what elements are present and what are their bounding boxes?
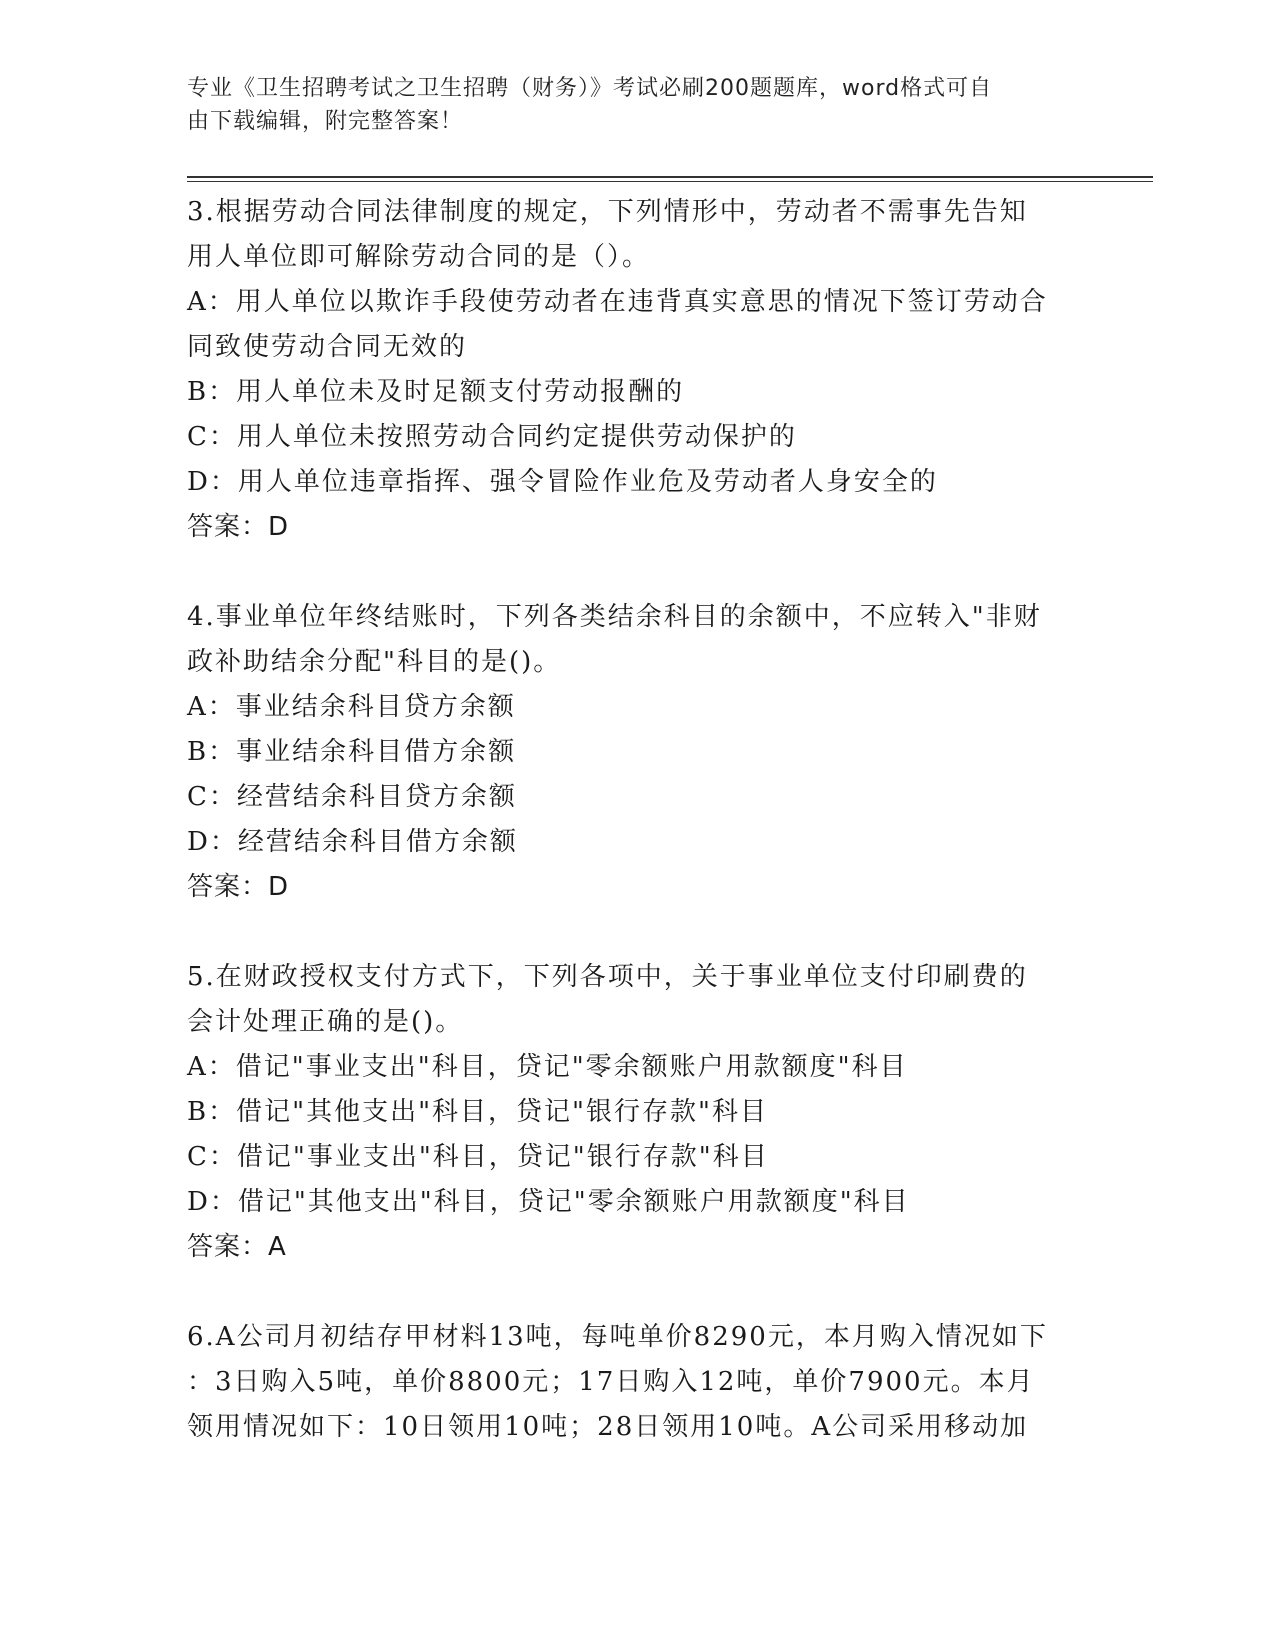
stem-line: 领用情况如下：10日领用10吨；28日领用10吨。A公司采用移动加 xyxy=(187,1412,1029,1442)
option-a: A：事业结余科目贷方余额 xyxy=(187,692,516,722)
stem-line: 4.事业单位年终结账时，下列各类结余科目的余额中，不应转入"非财 xyxy=(187,602,1042,632)
document-header xyxy=(187,72,1067,138)
question-stem xyxy=(187,955,1087,1045)
question-options xyxy=(187,280,1087,505)
header-divider-thin xyxy=(187,181,1153,182)
stem-line: 用人单位即可解除劳动合同的是（）。 xyxy=(187,242,651,272)
option-c: C：经营结余科目贷方余额 xyxy=(187,782,517,812)
option-b: B：用人单位未及时足额支付劳动报酬的 xyxy=(187,377,685,407)
answer-label: 答案：D xyxy=(187,512,290,542)
question-5 xyxy=(187,955,1087,1270)
question-stem xyxy=(187,595,1087,685)
option-d: D：经营结余科目借方余额 xyxy=(187,827,518,857)
option-a: A：用人单位以欺诈手段使劳动者在违背真实意思的情况下签订劳动合 xyxy=(187,287,1048,317)
question-list xyxy=(187,190,1087,1495)
stem-line: 5.在财政授权支付方式下，下列各项中，关于事业单位支付印刷费的 xyxy=(187,962,1028,992)
question-stem xyxy=(187,190,1087,280)
answer-label: 答案：D xyxy=(187,872,290,902)
question-4 xyxy=(187,595,1087,910)
option-b: B：事业结余科目借方余额 xyxy=(187,737,517,767)
header-line: 专业《卫生招聘考试之卫生招聘（财务）》考试必刷200题题库，word格式可自 xyxy=(187,76,993,101)
question-3 xyxy=(187,190,1087,550)
question-options xyxy=(187,1045,1087,1225)
stem-line: 会计处理正确的是()。 xyxy=(187,1007,464,1037)
question-6 xyxy=(187,1315,1087,1450)
question-stem xyxy=(187,1315,1087,1450)
option-d: D：用人单位违章指挥、强令冒险作业危及劳动者人身安全的 xyxy=(187,467,938,497)
option-a: A：借记"事业支出"科目，贷记"零余额账户用款额度"科目 xyxy=(187,1052,908,1082)
stem-line: 政补助结余分配"科目的是()。 xyxy=(187,647,562,677)
stem-line: 3.根据劳动合同法律制度的规定，下列情形中，劳动者不需事先告知 xyxy=(187,197,1028,227)
header-line: 由下载编辑，附完整答案！ xyxy=(187,109,464,134)
question-options xyxy=(187,685,1087,865)
option-d: D：借记"其他支出"科目，贷记"零余额账户用款额度"科目 xyxy=(187,1187,910,1217)
stem-line: ：3日购入5吨，单价8800元；17日购入12吨，单价7900元。本月 xyxy=(187,1367,1035,1397)
option-b: B：借记"其他支出"科目，贷记"银行存款"科目 xyxy=(187,1097,768,1127)
option-c: C：用人单位未按照劳动合同约定提供劳动保护的 xyxy=(187,422,797,452)
option-a-continued: 同致使劳动合同无效的 xyxy=(187,332,468,362)
option-c: C：借记"事业支出"科目，贷记"银行存款"科目 xyxy=(187,1142,769,1172)
stem-line: 6.A公司月初结存甲材料13吨，每吨单价8290元，本月购入情况如下 xyxy=(187,1322,1048,1352)
answer-label: 答案：A xyxy=(187,1232,287,1262)
header-divider xyxy=(187,176,1153,178)
